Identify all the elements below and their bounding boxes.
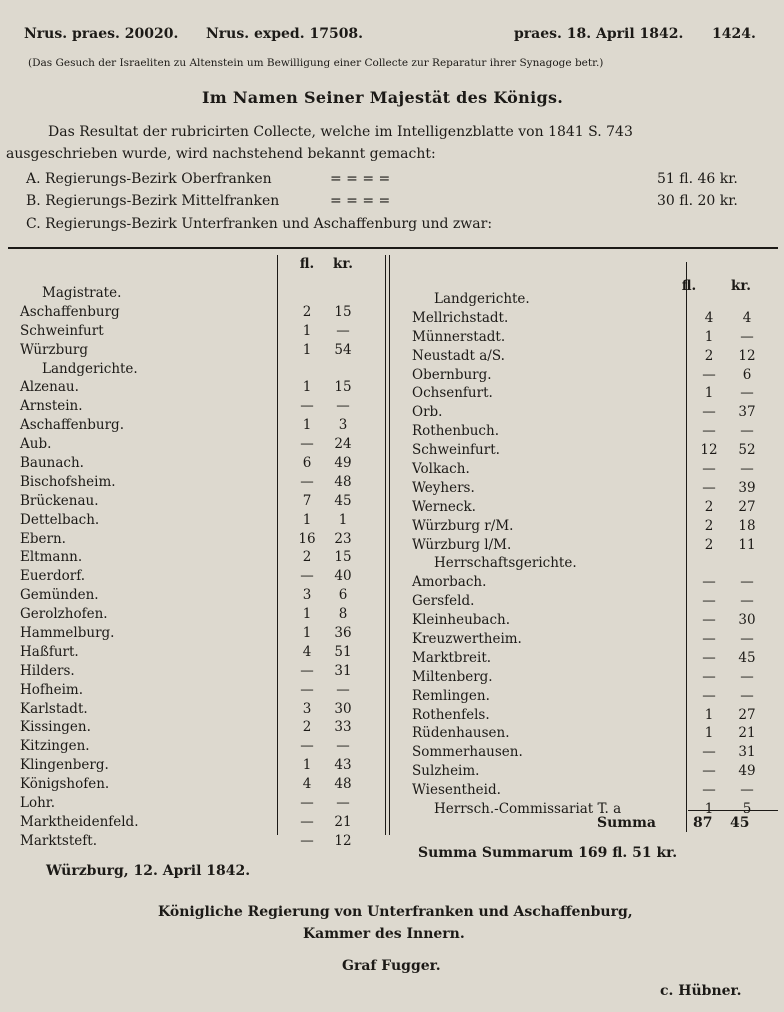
row-kr: 15 (334, 303, 352, 320)
middle-rule-b (389, 255, 390, 835)
table-row (412, 499, 782, 518)
row-name: Gerolzhofen. (20, 606, 108, 623)
table-row (412, 291, 782, 310)
row-kr: 36 (334, 625, 352, 642)
row-fl: 1 (704, 706, 714, 723)
row-name: Remlingen. (412, 687, 490, 704)
row-fl: — (702, 366, 716, 383)
row-fl: — (300, 662, 314, 679)
row-kr: 37 (738, 404, 756, 421)
right-fl-header: fl. (681, 278, 697, 294)
row-name: Mellrichstadt. (412, 309, 509, 326)
row-name: Hofheim. (20, 681, 83, 698)
row-kr: 52 (738, 442, 756, 459)
table-row (20, 833, 380, 852)
row-fl: 12 (700, 442, 718, 459)
row-name: Ebern. (20, 530, 66, 547)
table-row (20, 304, 380, 323)
row-kr: — (336, 738, 350, 755)
table-row (412, 782, 782, 801)
row-fl: 2 (302, 549, 312, 566)
subject-line: (Das Gesuch der Israeliten zu Altenstein um Bewilligung einer Collecte zur Reparatur ihrer Synagoge betr.) (28, 57, 604, 69)
row-kr: 31 (738, 744, 756, 761)
row-fl: 7 (302, 492, 312, 509)
summa-kr: 45 (730, 815, 750, 831)
row-fl: 4 (704, 309, 714, 326)
table-row (412, 631, 782, 650)
table-row (20, 531, 380, 550)
row-fl: — (702, 763, 716, 780)
table-row (20, 512, 380, 531)
row-fl: — (702, 404, 716, 421)
table-row (20, 379, 380, 398)
row-name: Amorbach. (412, 574, 487, 591)
row-name: Brückenau. (20, 492, 99, 509)
row-name: Hammelburg. (20, 625, 115, 642)
row-name: Marktheidenfeld. (20, 813, 139, 830)
nrus-praes: Nrus. praes. 20020. (24, 26, 179, 42)
table-row (412, 367, 782, 386)
row-kr: 45 (738, 649, 756, 666)
table-row (412, 385, 782, 404)
row-fl: 16 (298, 530, 316, 547)
praes-date: praes. 18. April 1842. (514, 26, 684, 42)
row-fl: — (702, 593, 716, 610)
row-fl: 6 (302, 455, 312, 472)
row-fl: — (300, 832, 314, 849)
row-name: Rothenbuch. (412, 423, 499, 440)
table-row (20, 738, 380, 757)
row-fl: — (300, 568, 314, 585)
table-row (412, 329, 782, 348)
row-kr: 23 (334, 530, 352, 547)
row-name: Rothenfels. (412, 706, 490, 723)
row-fl: — (702, 574, 716, 591)
row-fl: — (702, 744, 716, 761)
table-row (20, 342, 380, 361)
table-row (412, 555, 782, 574)
row-name: Obernburg. (412, 366, 492, 383)
table-row (20, 549, 380, 568)
row-kr: 40 (334, 568, 352, 585)
row-kr: — (336, 398, 350, 415)
row-kr: 54 (334, 341, 352, 358)
row-fl: 2 (704, 347, 714, 364)
table-row (20, 285, 380, 304)
row-fl: 2 (302, 303, 312, 320)
row-fl: 1 (704, 385, 714, 402)
district-a-amount: 51 fl. 46 kr. (657, 171, 738, 187)
row-name: Hilders. (20, 662, 75, 679)
row-kr: 27 (738, 498, 756, 515)
row-kr: 1 (338, 511, 348, 528)
row-fl: — (300, 473, 314, 490)
row-name: Volkach. (412, 461, 470, 478)
row-kr: 49 (738, 763, 756, 780)
row-name: Lohr. (20, 795, 56, 812)
intro-line-2: ausgeschrieben wurde, wird nachstehend bekannt gemacht: (6, 146, 436, 162)
row-fl: — (702, 461, 716, 478)
row-kr: 48 (334, 473, 352, 490)
table-row (20, 436, 380, 455)
row-kr: 27 (738, 706, 756, 723)
row-fl: 1 (302, 606, 312, 623)
row-name: Münnerstadt. (412, 328, 506, 345)
district-b-amount: 30 fl. 20 kr. (657, 193, 738, 209)
table-row (412, 707, 782, 726)
row-kr: 6 (338, 587, 348, 604)
row-kr: — (740, 328, 754, 345)
table-row (20, 587, 380, 606)
table-row (20, 361, 380, 380)
row-fl: 4 (302, 643, 312, 660)
row-name: Werneck. (412, 498, 476, 515)
row-name: Gemünden. (20, 587, 99, 604)
right-kr-header: kr. (731, 278, 751, 294)
row-kr: 33 (334, 719, 352, 736)
table-row (412, 461, 782, 480)
row-name: Alzenau. (20, 379, 79, 396)
row-name: Baunach. (20, 455, 84, 472)
secretary: c. Hübner. (660, 983, 742, 999)
row-name: Würzburg (20, 341, 89, 358)
table-row (412, 310, 782, 329)
row-name: Neustadt a/S. (412, 347, 505, 364)
table-row (412, 574, 782, 593)
row-name: Kissingen. (20, 719, 91, 736)
row-fl: 2 (704, 517, 714, 534)
row-fl: 2 (704, 536, 714, 553)
authority-line-2: Kammer des Innern. (303, 926, 465, 942)
table-row (412, 744, 782, 763)
row-name: Kleinheubach. (412, 612, 511, 629)
row-name: Euerdorf. (20, 568, 86, 585)
district-a-dots: = = = = (330, 171, 391, 187)
row-name: Orb. (412, 404, 443, 421)
table-row (20, 606, 380, 625)
row-kr: 3 (338, 417, 348, 434)
row-kr: — (740, 631, 754, 648)
row-kr: 15 (334, 549, 352, 566)
row-kr: 45 (334, 492, 352, 509)
row-name: Königshofen. (20, 776, 110, 793)
row-name: Klingenberg. (20, 757, 109, 774)
row-name: Kitzingen. (20, 738, 90, 755)
district-b-label: B. Regierungs-Bezirk Mittelfranken (26, 193, 280, 209)
row-kr: — (336, 322, 350, 339)
table-row (412, 688, 782, 707)
row-kr: 4 (742, 309, 752, 326)
table-row (412, 669, 782, 688)
right-table (412, 272, 782, 820)
row-kr: 30 (334, 700, 352, 717)
table-row (412, 593, 782, 612)
row-kr: — (740, 782, 754, 799)
row-fl: 1 (302, 341, 312, 358)
left-fl-header: fl. (299, 256, 315, 272)
row-name: Aub. (20, 436, 52, 453)
summa-label: Summa (597, 815, 656, 831)
row-name: Schweinfurt. (412, 442, 500, 459)
table-row (20, 493, 380, 512)
row-fl: — (702, 687, 716, 704)
row-name: Haßfurt. (20, 643, 79, 660)
row-name: Magistrate. (42, 285, 122, 301)
row-name: Sulzheim. (412, 763, 480, 780)
table-row (20, 625, 380, 644)
row-name: Arnstein. (20, 398, 83, 415)
row-name: Miltenberg. (412, 668, 493, 685)
table-row (412, 537, 782, 556)
summa-summarum: Summa Summarum 169 fl. 51 kr. (418, 845, 678, 861)
row-name: Herrschaftsgerichte. (434, 555, 577, 572)
row-fl: — (702, 479, 716, 496)
document-number: 1424. (712, 26, 756, 42)
row-name: Eltmann. (20, 549, 83, 566)
row-fl: 1 (704, 801, 714, 818)
left-column-header (20, 256, 380, 285)
place-date: Würzburg, 12. April 1842. (46, 863, 251, 879)
district-b-dots: = = = = (330, 193, 391, 209)
row-name: Landgerichte. (42, 360, 138, 377)
row-name: Sommerhausen. (412, 744, 523, 761)
row-name: Weyhers. (412, 479, 475, 496)
table-row (412, 404, 782, 423)
row-kr: — (336, 681, 350, 698)
row-name: Marktbreit. (412, 649, 492, 666)
table-row (412, 442, 782, 461)
row-fl: 3 (302, 700, 312, 717)
row-fl: — (702, 668, 716, 685)
row-kr: 8 (338, 606, 348, 623)
row-kr: 5 (742, 801, 752, 818)
row-name: Rüdenhausen. (412, 725, 510, 742)
table-row (20, 455, 380, 474)
row-kr: — (740, 461, 754, 478)
row-name: Marktsteft. (20, 832, 97, 849)
table-row (20, 776, 380, 795)
table-row (20, 323, 380, 342)
left-kr-header: kr. (333, 256, 353, 272)
row-fl: — (300, 436, 314, 453)
row-kr: — (740, 423, 754, 440)
row-fl: 1 (302, 417, 312, 434)
row-name: Kreuzwertheim. (412, 631, 522, 648)
row-name: Aschaffenburg. (20, 417, 124, 434)
row-fl: 1 (302, 379, 312, 396)
intro-line-1: Das Resultat der rubricirten Collecte, welche im Intelligenzblatte von 1841 S. 743 (48, 124, 633, 140)
row-kr: 48 (334, 776, 352, 793)
row-kr: — (740, 574, 754, 591)
row-kr: 21 (738, 725, 756, 742)
row-fl: — (300, 398, 314, 415)
row-kr: 51 (334, 643, 352, 660)
table-row (20, 568, 380, 587)
table-row (20, 682, 380, 701)
row-fl: 1 (302, 322, 312, 339)
row-fl: 4 (302, 776, 312, 793)
row-kr: 43 (334, 757, 352, 774)
authority-line-1: Königliche Regierung von Unterfranken und Aschaffenburg, (158, 904, 633, 920)
row-fl: 1 (302, 511, 312, 528)
row-kr: 18 (738, 517, 756, 534)
row-fl: — (702, 782, 716, 799)
table-row (412, 518, 782, 537)
row-kr: 21 (334, 813, 352, 830)
row-name: Bischofsheim. (20, 473, 116, 490)
row-kr: — (740, 668, 754, 685)
table-top-rule (8, 247, 778, 249)
row-kr: — (740, 593, 754, 610)
row-name: Würzburg l/M. (412, 536, 512, 553)
row-name: Schweinfurt (20, 322, 104, 339)
row-kr: 24 (334, 436, 352, 453)
row-kr: 12 (334, 832, 352, 849)
district-c-label: C. Regierungs-Bezirk Unterfranken und Aschaffenburg und zwar: (26, 216, 493, 232)
table-row (412, 348, 782, 367)
row-fl: — (702, 631, 716, 648)
table-row (20, 814, 380, 833)
right-column-header (412, 272, 782, 294)
table-row (20, 663, 380, 682)
row-kr: 12 (738, 347, 756, 364)
table-row (20, 795, 380, 814)
row-name: Karlstadt. (20, 700, 88, 717)
row-fl: — (300, 795, 314, 812)
table-row (20, 719, 380, 738)
row-fl: 1 (302, 625, 312, 642)
row-kr: — (740, 687, 754, 704)
middle-rule-a (385, 255, 386, 835)
nrus-exped: Nrus. exped. 17508. (206, 26, 364, 42)
row-kr: 15 (334, 379, 352, 396)
table-row (20, 474, 380, 493)
row-fl: — (702, 649, 716, 666)
row-fl: 1 (704, 725, 714, 742)
table-row (412, 423, 782, 442)
row-fl: 2 (704, 498, 714, 515)
row-fl: — (300, 681, 314, 698)
signer: Graf Fugger. (342, 958, 441, 974)
table-row (412, 612, 782, 631)
row-kr: 31 (334, 662, 352, 679)
table-row (20, 644, 380, 663)
table-row (412, 650, 782, 669)
summa-fl: 87 (693, 815, 713, 831)
row-kr: 49 (334, 455, 352, 472)
table-row (412, 480, 782, 499)
row-fl: — (702, 612, 716, 629)
row-name: Gersfeld. (412, 593, 475, 610)
row-fl: 1 (704, 328, 714, 345)
row-name: Dettelbach. (20, 511, 100, 528)
row-kr: — (740, 385, 754, 402)
table-row (412, 725, 782, 744)
table-row (20, 417, 380, 436)
table-row (20, 398, 380, 417)
left-table (20, 256, 380, 852)
table-row (20, 701, 380, 720)
row-name: Würzburg r/M. (412, 517, 514, 534)
row-fl: 1 (302, 757, 312, 774)
row-fl: — (300, 813, 314, 830)
row-name: Herrsch.-Commissariat T. a (434, 801, 622, 818)
row-kr: 11 (738, 536, 756, 553)
table-row (20, 757, 380, 776)
row-kr: 30 (738, 612, 756, 629)
row-name: Landgerichte. (434, 291, 530, 307)
row-kr: 6 (742, 366, 752, 383)
row-kr: — (336, 795, 350, 812)
row-fl: — (702, 423, 716, 440)
row-name: Ochsenfurt. (412, 385, 493, 402)
row-fl: 3 (302, 587, 312, 604)
district-a-label: A. Regierungs-Bezirk Oberfranken (26, 171, 272, 187)
row-fl: — (300, 738, 314, 755)
row-name: Wiesentheid. (412, 782, 501, 799)
page-title: Im Namen Seiner Majestät des Königs. (202, 88, 564, 107)
row-kr: 39 (738, 479, 756, 496)
row-name: Aschaffenburg (20, 303, 120, 320)
table-row (412, 763, 782, 782)
row-fl: 2 (302, 719, 312, 736)
